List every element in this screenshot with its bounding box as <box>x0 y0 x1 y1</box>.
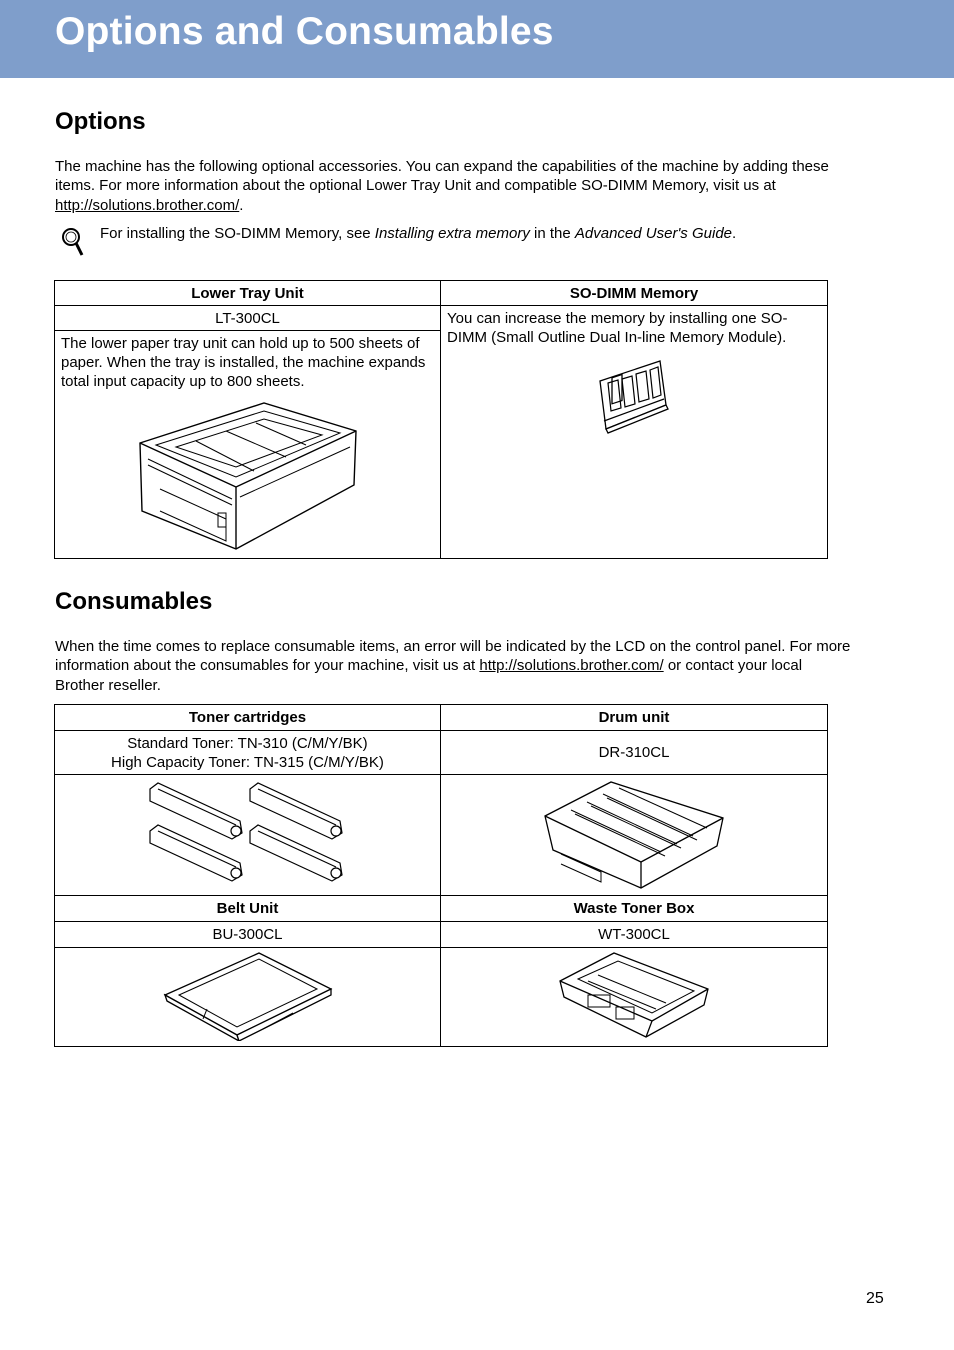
sodimm-image <box>596 359 672 435</box>
waste-image-cell <box>441 948 828 1047</box>
note-middle: in the <box>529 225 575 242</box>
toner-header: Toner cartridges <box>55 705 441 731</box>
waste-model: WT-300CL <box>441 922 828 948</box>
magnifier-icon <box>60 226 86 258</box>
note-suffix: . <box>732 225 737 242</box>
drum-header: Drum unit <box>441 705 828 731</box>
consumables-heading: Consumables <box>55 588 213 615</box>
belt-image-cell <box>55 948 441 1047</box>
waste-toner-box-image <box>558 951 710 1039</box>
options-intro-text: The machine has the following optional accessories. You can expand the capabilities of the machine by adding these items. For more information about the optional Lower Tray Unit and compatible SO-DIMM Memory, visit us at <box>55 158 829 195</box>
belt-header: Belt Unit <box>55 896 441 922</box>
consumables-table <box>54 704 828 1047</box>
consumables-intro-end: or contact your local Brother reseller. <box>55 657 803 694</box>
lower-tray-header: Lower Tray Unit <box>55 281 441 306</box>
page-number: 25 <box>866 1290 884 1307</box>
note-ref-guide: Advanced User's Guide <box>574 225 733 242</box>
toner-models <box>55 731 441 775</box>
sodimm-cell <box>441 306 828 559</box>
page-title: Options and Consumables <box>55 10 554 53</box>
consumables-intro <box>55 637 855 695</box>
toner-cartridges-image <box>148 781 348 885</box>
memory-note <box>100 224 736 243</box>
toner-standard: Standard Toner: TN-310 (C/M/Y/BK) <box>127 734 368 752</box>
lower-tray-cell <box>55 331 441 559</box>
sodimm-header: SO-DIMM Memory <box>441 281 828 306</box>
drum-image-cell <box>441 775 828 896</box>
belt-unit-image <box>163 949 333 1041</box>
lower-tray-description: The lower paper tray unit can hold up to 500 sheets of paper. When the tray is installed, the machine expands total input capacity up to 800 sheets. <box>61 335 426 390</box>
consumables-link[interactable]: http://solutions.brother.com/ <box>479 657 664 675</box>
note-prefix: For installing the SO-DIMM Memory, see <box>100 225 375 242</box>
drum-model: DR-310CL <box>441 731 828 775</box>
drum-unit-image <box>541 776 727 890</box>
options-intro <box>55 157 855 215</box>
options-table <box>54 280 828 559</box>
lower-tray-image <box>136 401 360 553</box>
options-link[interactable]: http://solutions.brother.com/ <box>55 196 240 214</box>
options-heading: Options <box>55 108 146 135</box>
header-banner <box>0 0 954 78</box>
belt-model: BU-300CL <box>55 922 441 948</box>
note-ref-memory: Installing extra memory <box>374 225 530 242</box>
lower-tray-model: LT-300CL <box>55 306 441 331</box>
toner-high-capacity: High Capacity Toner: TN-315 (C/M/Y/BK) <box>111 753 384 771</box>
toner-image-cell <box>55 775 441 896</box>
consumables-intro-text: When the time comes to replace consumable items, an error will be indicated by the LCD on the control panel. For more information about the consumables for your machine, visit us at <box>55 638 851 675</box>
options-intro-end: . <box>239 196 244 214</box>
sodimm-description: You can increase the memory by installing one SO-DIMM (Small Outline Dual In-line Memory Module). <box>447 310 788 346</box>
waste-header: Waste Toner Box <box>441 896 828 922</box>
